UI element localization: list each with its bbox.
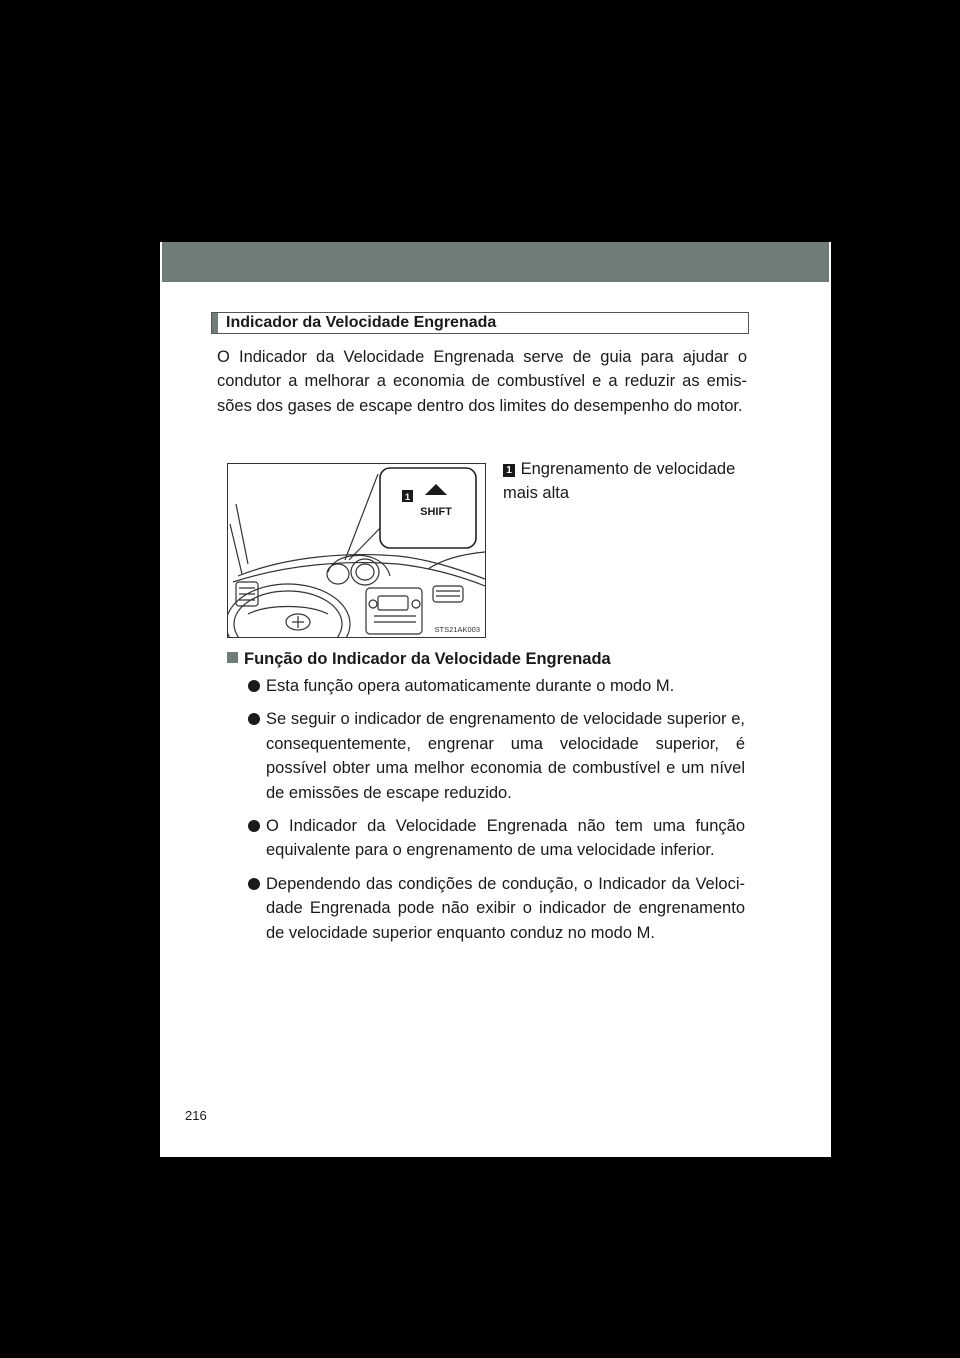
intro-paragraph: O Indicador da Velocidade Engrenada serve de guia para ajudar o condutor a melhorar a economia de combustível e a reduzir as emis-sões dos gases de escape dentro dos limites do desempenho do motor. bbox=[217, 348, 747, 415]
callout-number: 1 bbox=[404, 492, 411, 503]
bullet-dot-icon bbox=[248, 680, 260, 692]
list-item bbox=[249, 814, 745, 863]
list-item bbox=[249, 674, 745, 698]
dashboard-illustration bbox=[227, 463, 486, 638]
section-title-stripe bbox=[212, 313, 218, 333]
list-item-text: O Indicador da Velocidade Engrenada não tem uma função equivalente para o engrenamento de uma velocidade inferior. bbox=[266, 817, 745, 860]
list-item-text: Se seguir o indicador de engrenamento de velocidade superior e, consequentemente, engrenar uma velocidade superior, é possível obter uma melhor economia de combustível e um nível de emissões de escape reduzido. bbox=[266, 710, 745, 802]
bullet-dot-icon bbox=[248, 713, 260, 725]
square-bullet-icon bbox=[227, 652, 238, 663]
header-bar bbox=[162, 242, 829, 282]
manual-page bbox=[160, 242, 831, 1157]
list-item bbox=[249, 872, 745, 945]
shift-label: SHIFT bbox=[420, 506, 452, 518]
bullet-list bbox=[249, 674, 745, 954]
caption-text: Engrenamento de velocidade mais alta bbox=[503, 460, 736, 503]
subsection-heading bbox=[227, 647, 611, 671]
image-code: STS21AK003 bbox=[434, 625, 480, 634]
list-item-text: Esta função opera automaticamente durante o modo M. bbox=[266, 677, 675, 695]
caption-number-badge: 1 bbox=[503, 464, 515, 477]
dashboard-drawing bbox=[228, 464, 485, 637]
page-number: 216 bbox=[185, 1108, 207, 1123]
figure-caption bbox=[503, 457, 745, 506]
section-title: Indicador da Velocidade Engrenada bbox=[226, 314, 497, 331]
subsection-title: Função do Indicador da Velocidade Engrenada bbox=[244, 650, 611, 668]
list-item bbox=[249, 707, 745, 805]
section-title-box bbox=[211, 312, 749, 334]
list-item-text: Dependendo das condições de condução, o Indicador da Veloci-dade Engrenada pode não exibir o indicador de engrenamento de velocidade superior enquanto conduz no modo M. bbox=[266, 874, 745, 942]
bullet-dot-icon bbox=[248, 820, 260, 832]
bullet-dot-icon bbox=[248, 878, 260, 890]
